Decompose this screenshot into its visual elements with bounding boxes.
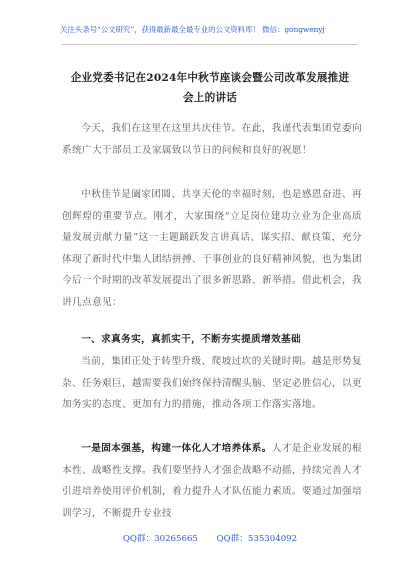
paragraph-3-text: 当前，集团正处于转型升级、爬坡过坎的关键时期。越是形势复杂、任务艰巨，越需要我们始终保持清醒头脑、坚定必胜信心，以更加务实的态度、更加有力的措施，推动各项工作落实落地。: [62, 356, 362, 410]
paragraph-4-body: 人才是企业发展的根本性、战略性支撑。我们要坚持人才强企战略不动摇，持续完善人才引进培养使用评价机制，着力提升人才队伍能力素质。要通过加强培训学习，不断提升专业技: [62, 443, 362, 519]
title-line-2: 会上的讲话: [183, 92, 237, 104]
paragraph-1: [62, 118, 362, 161]
footer-contacts: [60, 532, 360, 544]
header-divider: [62, 44, 358, 45]
paragraph-2-text: 中秋佳节是阖家团圆、共享天伦的幸福时刻，也是感恩奋进、再创辉煌的重要节点。刚才，大家围绕“立足岗位建功立业为企业高质量发展贡献力量”这一主题踊跃发言讲真话、谋实招、献良策，充分体现了新时代中集人团结拼搏、干事创业的良好精神风貌，也为集团今后一个时期的改革发展提出了很多新思路、新举措。借此机会，我讲几点意见：: [62, 189, 362, 308]
paragraph-4-lead: 一是固本强基，构建一体化人才培养体系。: [81, 443, 272, 454]
paragraph-4-text: [62, 438, 362, 524]
header-banner: 关注头条号“公文研究”，获得最新最全最专业的公文资料库！ 微信：gongwenyj: [60, 25, 325, 34]
paragraph-1-text: 今天，我们在这里在这里共庆佳节。在此，我谨代表集团党委向系统广大干部员工及家属致以节日的问候和良好的祝愿！: [62, 123, 362, 156]
footer-qq-group-1: QQ群：30265665: [122, 534, 198, 544]
paragraph-4: [62, 438, 362, 524]
document-title: [62, 68, 358, 108]
section-heading-1-text: 一、求真务实，真抓实干，不断夯实提质增效基础: [81, 334, 302, 345]
footer-qq-group-2: QQ群：535304092: [216, 534, 298, 544]
section-heading-1: [62, 329, 362, 351]
paragraph-3: [62, 351, 362, 416]
paragraph-2: [62, 184, 362, 313]
title-line-1: 企业党委书记在2024年中秋节座谈会暨公司改革发展推进: [70, 72, 350, 84]
